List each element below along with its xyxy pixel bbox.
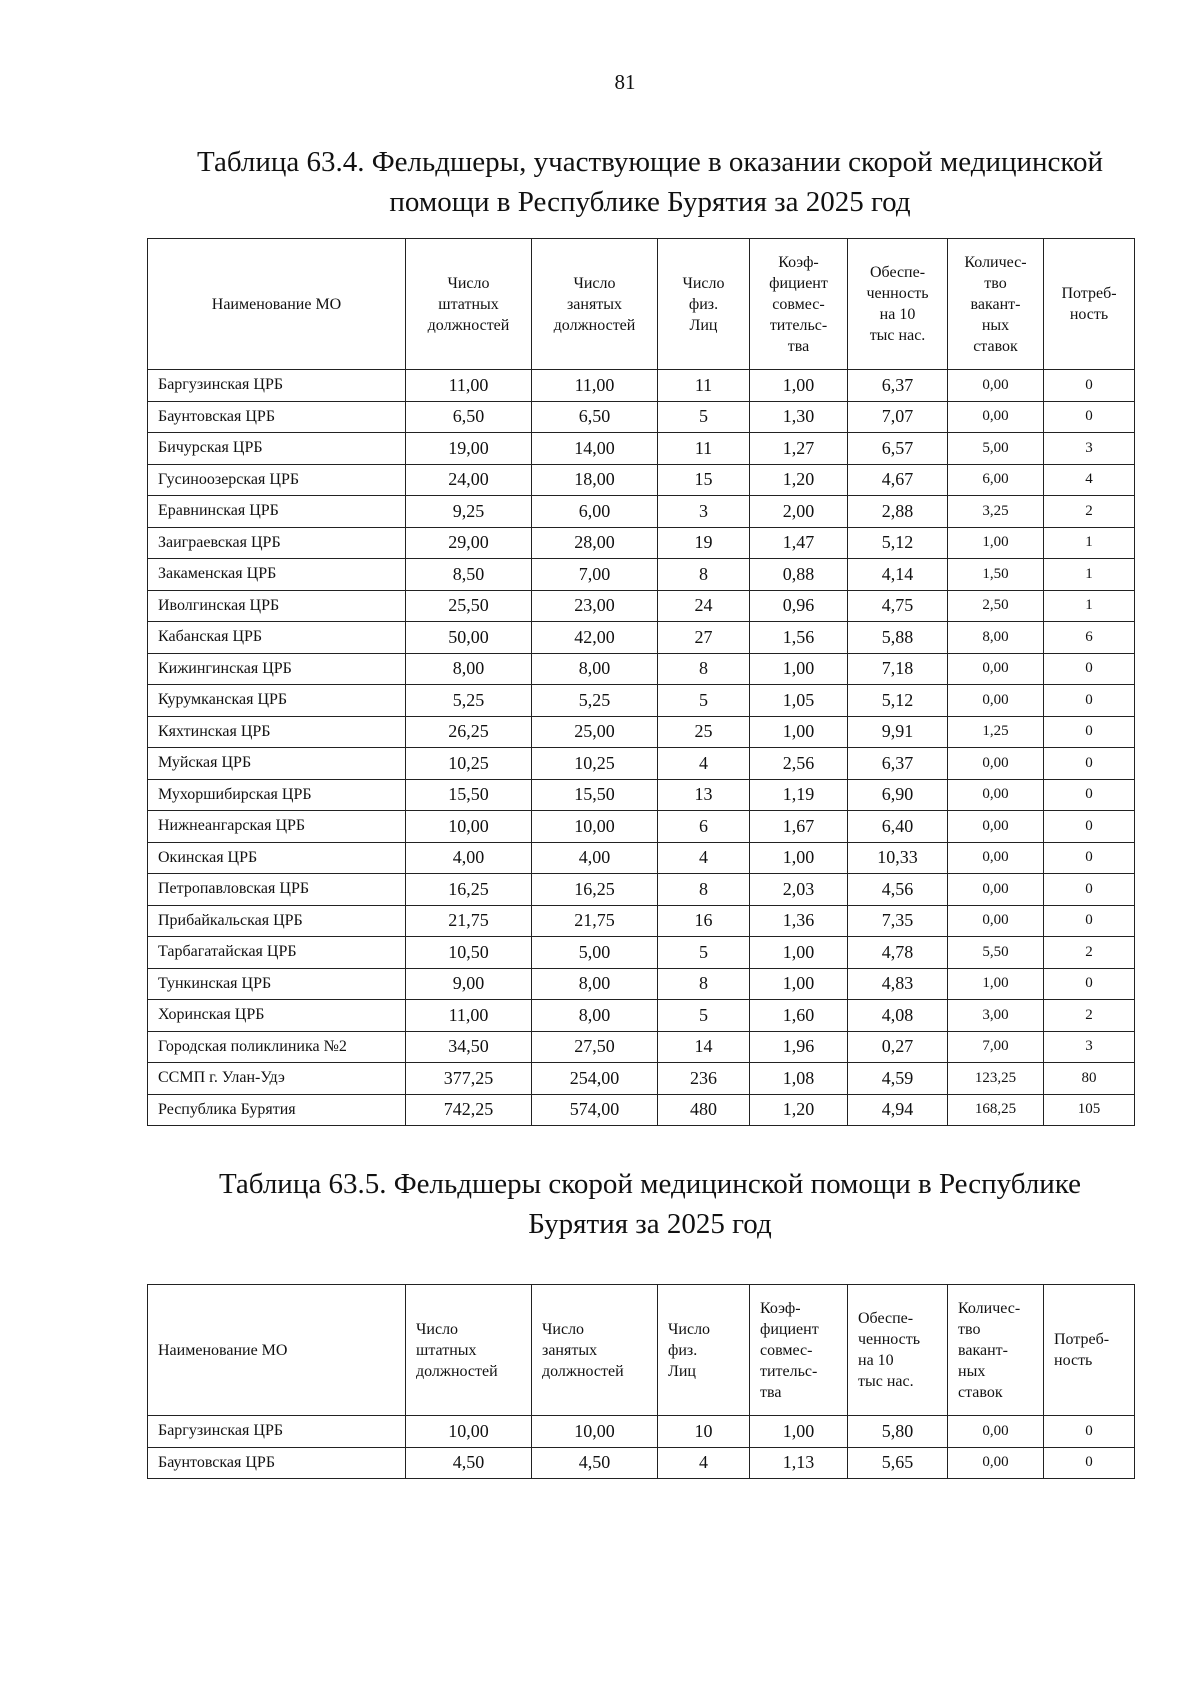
table-cell: 0,00 bbox=[948, 811, 1044, 843]
table-cell: 0 bbox=[1044, 716, 1135, 748]
table-cell: 10 bbox=[658, 1416, 750, 1448]
table-row bbox=[148, 779, 1135, 811]
table-row bbox=[148, 685, 1135, 717]
table-cell: 1,20 bbox=[750, 464, 848, 496]
table-cell: 14,00 bbox=[532, 433, 658, 465]
cell-mo-name: Хоринская ЦРБ bbox=[148, 1000, 406, 1032]
header-staff-positions: Число штатных должностей bbox=[406, 239, 532, 370]
cell-mo-name: Кижингинская ЦРБ bbox=[148, 653, 406, 685]
table-cell: 6,00 bbox=[532, 496, 658, 528]
header-coefficient: Коэф- фициент совмес- тительс- тва bbox=[750, 1285, 848, 1416]
table-cell: 19 bbox=[658, 527, 750, 559]
table-cell: 0 bbox=[1044, 905, 1135, 937]
page-number: 81 bbox=[614, 70, 636, 94]
table-row bbox=[148, 370, 1135, 402]
header-coefficient: Коэф- фициент совмес- тительс- тва bbox=[750, 239, 848, 370]
table-cell: 14 bbox=[658, 1031, 750, 1063]
table-cell: 0,00 bbox=[948, 653, 1044, 685]
table-cell: 11,00 bbox=[532, 370, 658, 402]
table-cell: 2 bbox=[1044, 1000, 1135, 1032]
table-cell: 1,00 bbox=[750, 653, 848, 685]
table-cell: 8 bbox=[658, 874, 750, 906]
table-cell: 0,88 bbox=[750, 559, 848, 591]
cell-mo-name: Республика Бурятия bbox=[148, 1094, 406, 1126]
table-cell: 0 bbox=[1044, 811, 1135, 843]
table-cell: 0,00 bbox=[948, 1416, 1044, 1448]
table-cell: 0 bbox=[1044, 842, 1135, 874]
cell-mo-name: Баунтовская ЦРБ bbox=[148, 1447, 406, 1479]
table-cell: 123,25 bbox=[948, 1063, 1044, 1095]
table-cell: 0,00 bbox=[948, 905, 1044, 937]
table-cell: 1,20 bbox=[750, 1094, 848, 1126]
table-63-5-title bbox=[150, 1164, 1150, 1244]
table-cell: 4,50 bbox=[406, 1447, 532, 1479]
table-cell: 1,08 bbox=[750, 1063, 848, 1095]
table-cell: 4,50 bbox=[532, 1447, 658, 1479]
table-cell: 8,00 bbox=[532, 653, 658, 685]
table-63-5 bbox=[147, 1284, 1135, 1479]
table-cell: 24 bbox=[658, 590, 750, 622]
table-cell: 742,25 bbox=[406, 1094, 532, 1126]
table-cell: 0 bbox=[1044, 370, 1135, 402]
table-row bbox=[148, 464, 1135, 496]
table-cell: 28,00 bbox=[532, 527, 658, 559]
table-cell: 6 bbox=[1044, 622, 1135, 654]
table-cell: 24,00 bbox=[406, 464, 532, 496]
table-cell: 5,80 bbox=[848, 1416, 948, 1448]
header-need: Потреб- ность bbox=[1044, 239, 1135, 370]
table-cell: 254,00 bbox=[532, 1063, 658, 1095]
table-cell: 3 bbox=[1044, 433, 1135, 465]
table-title-line: Таблица 63.5. Фельдшеры скорой медицинской помощи в Республике bbox=[218, 1168, 1082, 1200]
table-cell: 18,00 bbox=[532, 464, 658, 496]
table-cell: 11,00 bbox=[406, 370, 532, 402]
table-cell: 1 bbox=[1044, 527, 1135, 559]
table-cell: 3 bbox=[658, 496, 750, 528]
table-cell: 2,50 bbox=[948, 590, 1044, 622]
table-cell: 6,37 bbox=[848, 748, 948, 780]
header-occupied-positions: Число занятых должностей bbox=[532, 1285, 658, 1416]
table-cell: 0 bbox=[1044, 1447, 1135, 1479]
table-cell: 3 bbox=[1044, 1031, 1135, 1063]
table-cell: 15,50 bbox=[406, 779, 532, 811]
table-cell: 5,12 bbox=[848, 527, 948, 559]
table-cell: 6 bbox=[658, 811, 750, 843]
table-cell: 42,00 bbox=[532, 622, 658, 654]
table-cell: 6,50 bbox=[406, 401, 532, 433]
table-cell: 1 bbox=[1044, 559, 1135, 591]
table-cell: 26,25 bbox=[406, 716, 532, 748]
table-cell: 105 bbox=[1044, 1094, 1135, 1126]
table-cell: 2 bbox=[1044, 937, 1135, 969]
table-title-line: Бурятия за 2025 год bbox=[528, 1208, 772, 1240]
table-cell: 5,00 bbox=[532, 937, 658, 969]
table-cell: 7,18 bbox=[848, 653, 948, 685]
table-cell: 25,50 bbox=[406, 590, 532, 622]
table-cell: 27 bbox=[658, 622, 750, 654]
cell-mo-name: Заиграевская ЦРБ bbox=[148, 527, 406, 559]
table-cell: 2 bbox=[1044, 496, 1135, 528]
table-cell: 4,67 bbox=[848, 464, 948, 496]
table-cell: 1,27 bbox=[750, 433, 848, 465]
table-cell: 1,60 bbox=[750, 1000, 848, 1032]
table-cell: 6,50 bbox=[532, 401, 658, 433]
table-cell: 1 bbox=[1044, 590, 1135, 622]
table-cell: 4 bbox=[1044, 464, 1135, 496]
table-cell: 0,00 bbox=[948, 685, 1044, 717]
table-cell: 50,00 bbox=[406, 622, 532, 654]
table-cell: 5 bbox=[658, 401, 750, 433]
table-cell: 0,00 bbox=[948, 842, 1044, 874]
table-cell: 1,00 bbox=[750, 1416, 848, 1448]
cell-mo-name: Петропавловская ЦРБ bbox=[148, 874, 406, 906]
table-cell: 1,50 bbox=[948, 559, 1044, 591]
table-cell: 0,00 bbox=[948, 401, 1044, 433]
cell-mo-name: Курумканская ЦРБ bbox=[148, 685, 406, 717]
table-cell: 10,25 bbox=[406, 748, 532, 780]
table-cell: 4,56 bbox=[848, 874, 948, 906]
table-cell: 0,00 bbox=[948, 874, 1044, 906]
table-cell: 7,00 bbox=[532, 559, 658, 591]
table-cell: 0 bbox=[1044, 748, 1135, 780]
table-cell: 1,00 bbox=[750, 968, 848, 1000]
table-cell: 5 bbox=[658, 937, 750, 969]
table-cell: 16 bbox=[658, 905, 750, 937]
table-row bbox=[148, 1063, 1135, 1095]
table-cell: 0 bbox=[1044, 685, 1135, 717]
table-cell: 2,56 bbox=[750, 748, 848, 780]
table-cell: 0 bbox=[1044, 779, 1135, 811]
header-need: Потреб- ность bbox=[1044, 1285, 1135, 1416]
table-cell: 10,00 bbox=[532, 811, 658, 843]
table-row bbox=[148, 1031, 1135, 1063]
table-cell: 377,25 bbox=[406, 1063, 532, 1095]
table-row bbox=[148, 1094, 1135, 1126]
table-cell: 5 bbox=[658, 1000, 750, 1032]
table-row bbox=[148, 622, 1135, 654]
table-row bbox=[148, 905, 1135, 937]
table-row bbox=[148, 842, 1135, 874]
table-row bbox=[148, 559, 1135, 591]
header-name: Наименование МО bbox=[148, 239, 406, 370]
table-cell: 0,00 bbox=[948, 748, 1044, 780]
table-cell: 8,00 bbox=[948, 622, 1044, 654]
table-cell: 3,00 bbox=[948, 1000, 1044, 1032]
table-cell: 15,50 bbox=[532, 779, 658, 811]
table-cell: 0 bbox=[1044, 968, 1135, 1000]
header-provision: Обеспе- ченность на 10 тыс нас. bbox=[848, 1285, 948, 1416]
table-cell: 21,75 bbox=[532, 905, 658, 937]
table-cell: 4 bbox=[658, 1447, 750, 1479]
table-cell: 4,78 bbox=[848, 937, 948, 969]
table-cell: 5,25 bbox=[406, 685, 532, 717]
table-cell: 5,12 bbox=[848, 685, 948, 717]
table-cell: 8 bbox=[658, 653, 750, 685]
table-row bbox=[148, 496, 1135, 528]
table-cell: 8 bbox=[658, 968, 750, 1000]
table-cell: 9,25 bbox=[406, 496, 532, 528]
table-row bbox=[148, 527, 1135, 559]
table-cell: 19,00 bbox=[406, 433, 532, 465]
table-63-4 bbox=[147, 238, 1135, 1126]
table-cell: 15 bbox=[658, 464, 750, 496]
table-cell: 25 bbox=[658, 716, 750, 748]
table-cell: 34,50 bbox=[406, 1031, 532, 1063]
table-cell: 5,88 bbox=[848, 622, 948, 654]
table-row bbox=[148, 937, 1135, 969]
table-cell: 168,25 bbox=[948, 1094, 1044, 1126]
table-cell: 7,07 bbox=[848, 401, 948, 433]
table-cell: 4,08 bbox=[848, 1000, 948, 1032]
table-cell: 1,05 bbox=[750, 685, 848, 717]
table-cell: 7,00 bbox=[948, 1031, 1044, 1063]
table-cell: 5,65 bbox=[848, 1447, 948, 1479]
table-cell: 1,25 bbox=[948, 716, 1044, 748]
table-cell: 0,00 bbox=[948, 779, 1044, 811]
table-cell: 10,25 bbox=[532, 748, 658, 780]
table-cell: 25,00 bbox=[532, 716, 658, 748]
table-cell: 2,03 bbox=[750, 874, 848, 906]
table-cell: 1,56 bbox=[750, 622, 848, 654]
table-cell: 11,00 bbox=[406, 1000, 532, 1032]
cell-mo-name: Кяхтинская ЦРБ bbox=[148, 716, 406, 748]
table-cell: 9,00 bbox=[406, 968, 532, 1000]
table-cell: 29,00 bbox=[406, 527, 532, 559]
table-cell: 7,35 bbox=[848, 905, 948, 937]
table-cell: 8 bbox=[658, 559, 750, 591]
table-cell: 1,00 bbox=[750, 937, 848, 969]
table-cell: 23,00 bbox=[532, 590, 658, 622]
table-cell: 10,00 bbox=[532, 1416, 658, 1448]
cell-mo-name: Закаменская ЦРБ bbox=[148, 559, 406, 591]
table-cell: 80 bbox=[1044, 1063, 1135, 1095]
table-row bbox=[148, 716, 1135, 748]
table-cell: 4,59 bbox=[848, 1063, 948, 1095]
table-cell: 16,25 bbox=[406, 874, 532, 906]
table-row bbox=[148, 968, 1135, 1000]
cell-mo-name: Иволгинская ЦРБ bbox=[148, 590, 406, 622]
table-cell: 16,25 bbox=[532, 874, 658, 906]
table-cell: 4,83 bbox=[848, 968, 948, 1000]
table-cell: 4 bbox=[658, 748, 750, 780]
table-row bbox=[148, 874, 1135, 906]
table-cell: 11 bbox=[658, 433, 750, 465]
table-cell: 2,00 bbox=[750, 496, 848, 528]
table-cell: 11 bbox=[658, 370, 750, 402]
table-row bbox=[148, 811, 1135, 843]
header-staff-positions: Число штатных должностей bbox=[406, 1285, 532, 1416]
table-row bbox=[148, 590, 1135, 622]
cell-mo-name: Городская поликлиника №2 bbox=[148, 1031, 406, 1063]
header-provision: Обеспе- ченность на 10 тыс нас. bbox=[848, 239, 948, 370]
table-cell: 5 bbox=[658, 685, 750, 717]
table-row bbox=[148, 653, 1135, 685]
header-vacancies: Количес- тво вакант- ных ставок bbox=[948, 1285, 1044, 1416]
table-cell: 1,30 bbox=[750, 401, 848, 433]
table-row bbox=[148, 1000, 1135, 1032]
table-cell: 4,75 bbox=[848, 590, 948, 622]
table-cell: 1,00 bbox=[948, 968, 1044, 1000]
cell-mo-name: ССМП г. Улан-Удэ bbox=[148, 1063, 406, 1095]
table-cell: 8,00 bbox=[532, 1000, 658, 1032]
table-cell: 6,40 bbox=[848, 811, 948, 843]
cell-mo-name: Прибайкальская ЦРБ bbox=[148, 905, 406, 937]
table-cell: 4,00 bbox=[406, 842, 532, 874]
header-vacancies: Количес- тво вакант- ных ставок bbox=[948, 239, 1044, 370]
cell-mo-name: Баргузинская ЦРБ bbox=[148, 1416, 406, 1448]
table-cell: 0,00 bbox=[948, 1447, 1044, 1479]
table-cell: 4,00 bbox=[532, 842, 658, 874]
table-cell: 9,91 bbox=[848, 716, 948, 748]
table-cell: 6,57 bbox=[848, 433, 948, 465]
table-63-4-title bbox=[150, 142, 1150, 222]
table-cell: 5,25 bbox=[532, 685, 658, 717]
table-cell: 6,90 bbox=[848, 779, 948, 811]
table-cell: 6,37 bbox=[848, 370, 948, 402]
cell-mo-name: Нижнеангарская ЦРБ bbox=[148, 811, 406, 843]
table-cell: 1,00 bbox=[948, 527, 1044, 559]
table-cell: 0 bbox=[1044, 401, 1135, 433]
table-cell: 3,25 bbox=[948, 496, 1044, 528]
table-row bbox=[148, 748, 1135, 780]
cell-mo-name: Окинская ЦРБ bbox=[148, 842, 406, 874]
table-cell: 10,00 bbox=[406, 1416, 532, 1448]
table-cell: 4 bbox=[658, 842, 750, 874]
table-cell: 236 bbox=[658, 1063, 750, 1095]
table-cell: 1,47 bbox=[750, 527, 848, 559]
table-cell: 4,94 bbox=[848, 1094, 948, 1126]
header-occupied-positions: Число занятых должностей bbox=[532, 239, 658, 370]
table-cell: 1,36 bbox=[750, 905, 848, 937]
table-cell: 10,00 bbox=[406, 811, 532, 843]
table-cell: 1,13 bbox=[750, 1447, 848, 1479]
table-cell: 6,00 bbox=[948, 464, 1044, 496]
cell-mo-name: Еравнинская ЦРБ bbox=[148, 496, 406, 528]
table-title-line: Таблица 63.4. Фельдшеры, участвующие в оказании скорой медицинской bbox=[196, 146, 1104, 178]
table-cell: 5,00 bbox=[948, 433, 1044, 465]
table-cell: 1,00 bbox=[750, 716, 848, 748]
table-row bbox=[148, 401, 1135, 433]
table-cell: 8,50 bbox=[406, 559, 532, 591]
table-cell: 0 bbox=[1044, 653, 1135, 685]
header-name: Наименование МО bbox=[148, 1285, 406, 1416]
table-cell: 8,00 bbox=[406, 653, 532, 685]
table-row bbox=[148, 1416, 1135, 1448]
table-cell: 1,00 bbox=[750, 370, 848, 402]
cell-mo-name: Кабанская ЦРБ bbox=[148, 622, 406, 654]
table-row bbox=[148, 1447, 1135, 1479]
table-cell: 27,50 bbox=[532, 1031, 658, 1063]
cell-mo-name: Баунтовская ЦРБ bbox=[148, 401, 406, 433]
table-cell: 10,33 bbox=[848, 842, 948, 874]
cell-mo-name: Бичурская ЦРБ bbox=[148, 433, 406, 465]
table-cell: 8,00 bbox=[532, 968, 658, 1000]
table-cell: 2,88 bbox=[848, 496, 948, 528]
table-header-row bbox=[148, 239, 1135, 370]
table-cell: 0,27 bbox=[848, 1031, 948, 1063]
table-cell: 1,96 bbox=[750, 1031, 848, 1063]
table-cell: 1,67 bbox=[750, 811, 848, 843]
cell-mo-name: Тарбагатайская ЦРБ bbox=[148, 937, 406, 969]
table-header-row bbox=[148, 1285, 1135, 1416]
table-cell: 21,75 bbox=[406, 905, 532, 937]
cell-mo-name: Муйская ЦРБ bbox=[148, 748, 406, 780]
table-cell: 13 bbox=[658, 779, 750, 811]
table-row bbox=[148, 433, 1135, 465]
table-cell: 0,96 bbox=[750, 590, 848, 622]
table-cell: 0,00 bbox=[948, 370, 1044, 402]
table-cell: 1,00 bbox=[750, 842, 848, 874]
table-cell: 574,00 bbox=[532, 1094, 658, 1126]
table-cell: 480 bbox=[658, 1094, 750, 1126]
header-persons: Число физ. Лиц bbox=[658, 1285, 750, 1416]
table-cell: 1,19 bbox=[750, 779, 848, 811]
cell-mo-name: Тункинская ЦРБ bbox=[148, 968, 406, 1000]
cell-mo-name: Мухоршибирская ЦРБ bbox=[148, 779, 406, 811]
cell-mo-name: Гусиноозерская ЦРБ bbox=[148, 464, 406, 496]
table-cell: 5,50 bbox=[948, 937, 1044, 969]
table-cell: 0 bbox=[1044, 874, 1135, 906]
table-title-line: помощи в Республике Бурятия за 2025 год bbox=[389, 186, 911, 218]
table-cell: 10,50 bbox=[406, 937, 532, 969]
cell-mo-name: Баргузинская ЦРБ bbox=[148, 370, 406, 402]
table-cell: 4,14 bbox=[848, 559, 948, 591]
table-cell: 0 bbox=[1044, 1416, 1135, 1448]
header-persons: Число физ. Лиц bbox=[658, 239, 750, 370]
